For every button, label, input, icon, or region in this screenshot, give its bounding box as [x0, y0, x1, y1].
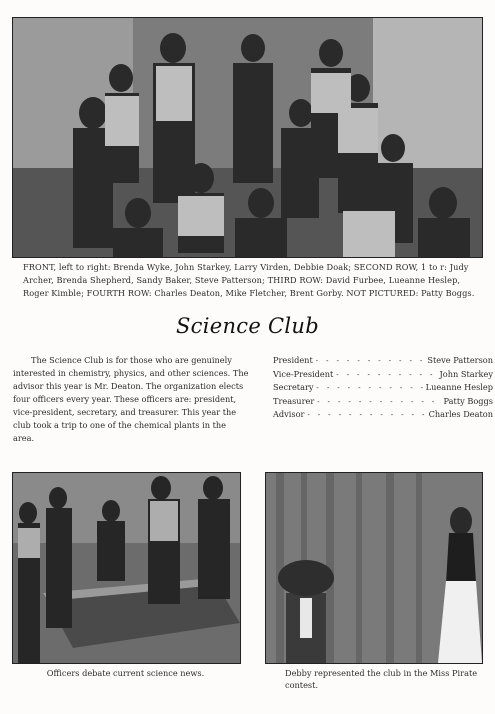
contest-photo [265, 472, 483, 664]
leader-dots [306, 409, 426, 422]
officer-name: John Starkey [439, 368, 493, 379]
officer-role: Secretary [273, 382, 314, 392]
leader-dots [316, 382, 424, 395]
officer-row [273, 368, 493, 382]
officer-name: Patty Boggs [443, 395, 493, 406]
officer-role: Vice-President [273, 368, 334, 379]
officer-role: Advisor [273, 409, 305, 419]
officer-name: Charles Deaton [428, 409, 493, 419]
leader-dots [335, 369, 437, 382]
page-title: Science Club [175, 314, 320, 338]
officer-role: Treasurer [273, 395, 315, 406]
officer-name: Steve Patterson [427, 355, 493, 365]
club-description [13, 354, 249, 445]
leader-dots [315, 355, 426, 368]
group-photo-caption: FRONT, left to right: Brenda Wyke, John Starkey, Larry Virden, Debbie Doak; SECOND ROW, 1 to r: Judy Archer, Brenda Shepherd, Sandy Baker, Steve Patterson; THIRD ROW: David Furbee, Lueanne Heslep, Roger Kimble; FOURTH ROW: Charles Deaton, Mike Fletcher, Brent Gorby. NOT PICTURED: Patty Boggs. [23, 262, 475, 298]
officer-name: Lueanne Heslep [425, 382, 493, 392]
officers-list [273, 354, 493, 422]
officer-row [273, 354, 493, 368]
group-photo [12, 17, 483, 258]
officer-row [273, 408, 493, 422]
officer-role: President [273, 355, 313, 365]
leader-dots [316, 396, 441, 409]
contest-photo-caption: Debby represented the club in the Miss Pirate contest. [285, 668, 478, 690]
debate-photo-caption: Officers debate current science news. [46, 668, 205, 678]
officer-row [273, 381, 493, 395]
description-text: The Science Club is for those who are genuinely interested in chemistry, physics, and other sciences. The advisor this year is Mr. Deaton. The organization elects four officers every year. These officers are: president, vice-president, secretary, and treasurer. This year the club took a trip to one of the chemical plants in the area. [13, 355, 249, 443]
debate-photo [12, 472, 241, 664]
officer-row [273, 395, 493, 409]
